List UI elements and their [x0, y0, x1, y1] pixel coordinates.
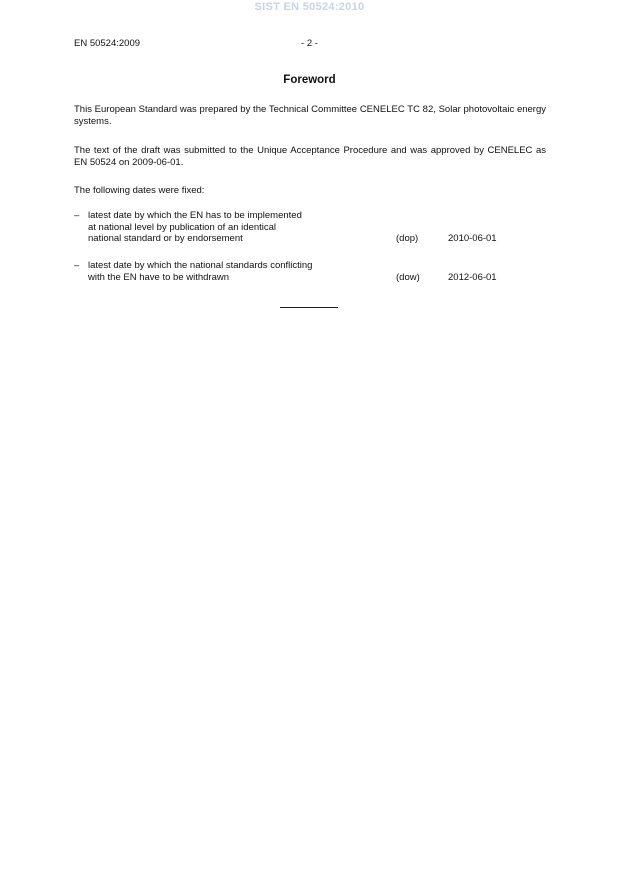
page-number: - 2 - — [301, 38, 318, 49]
date-item-description — [88, 260, 388, 283]
list-dash: – — [74, 210, 80, 221]
paragraph-dates-intro: The following dates were fixed: — [74, 185, 205, 196]
watermark: SIST EN 50524:2010 — [254, 1, 365, 13]
paragraph-approval: The text of the draft was submitted to the Unique Acceptance Procedure and was approved by CENELEC as EN 50524 on 2009-06-01. — [74, 145, 546, 168]
list-dash: – — [74, 260, 80, 271]
end-rule — [280, 307, 338, 308]
section-heading: Foreword — [283, 74, 336, 86]
description-line: latest date by which the EN has to be implemented — [88, 210, 302, 221]
description-line: latest date by which the national standards conflicting — [88, 260, 313, 271]
description-line: at national level by publication of an identical — [88, 221, 277, 233]
date-value: 2012-06-01 — [448, 271, 497, 283]
date-code: (dow) — [396, 271, 420, 283]
paragraph-committee: This European Standard was prepared by the Technical Committee CENELEC TC 82, Solar photovoltaic energy systems. — [74, 104, 546, 127]
description-line: national standard or by endorsement — [88, 233, 243, 244]
description-line: with the EN have to be withdrawn — [88, 271, 229, 283]
date-value: 2010-06-01 — [448, 233, 497, 244]
document-id: EN 50524:2009 — [74, 38, 141, 49]
date-code: (dop) — [396, 233, 419, 244]
date-item-description — [88, 210, 388, 245]
